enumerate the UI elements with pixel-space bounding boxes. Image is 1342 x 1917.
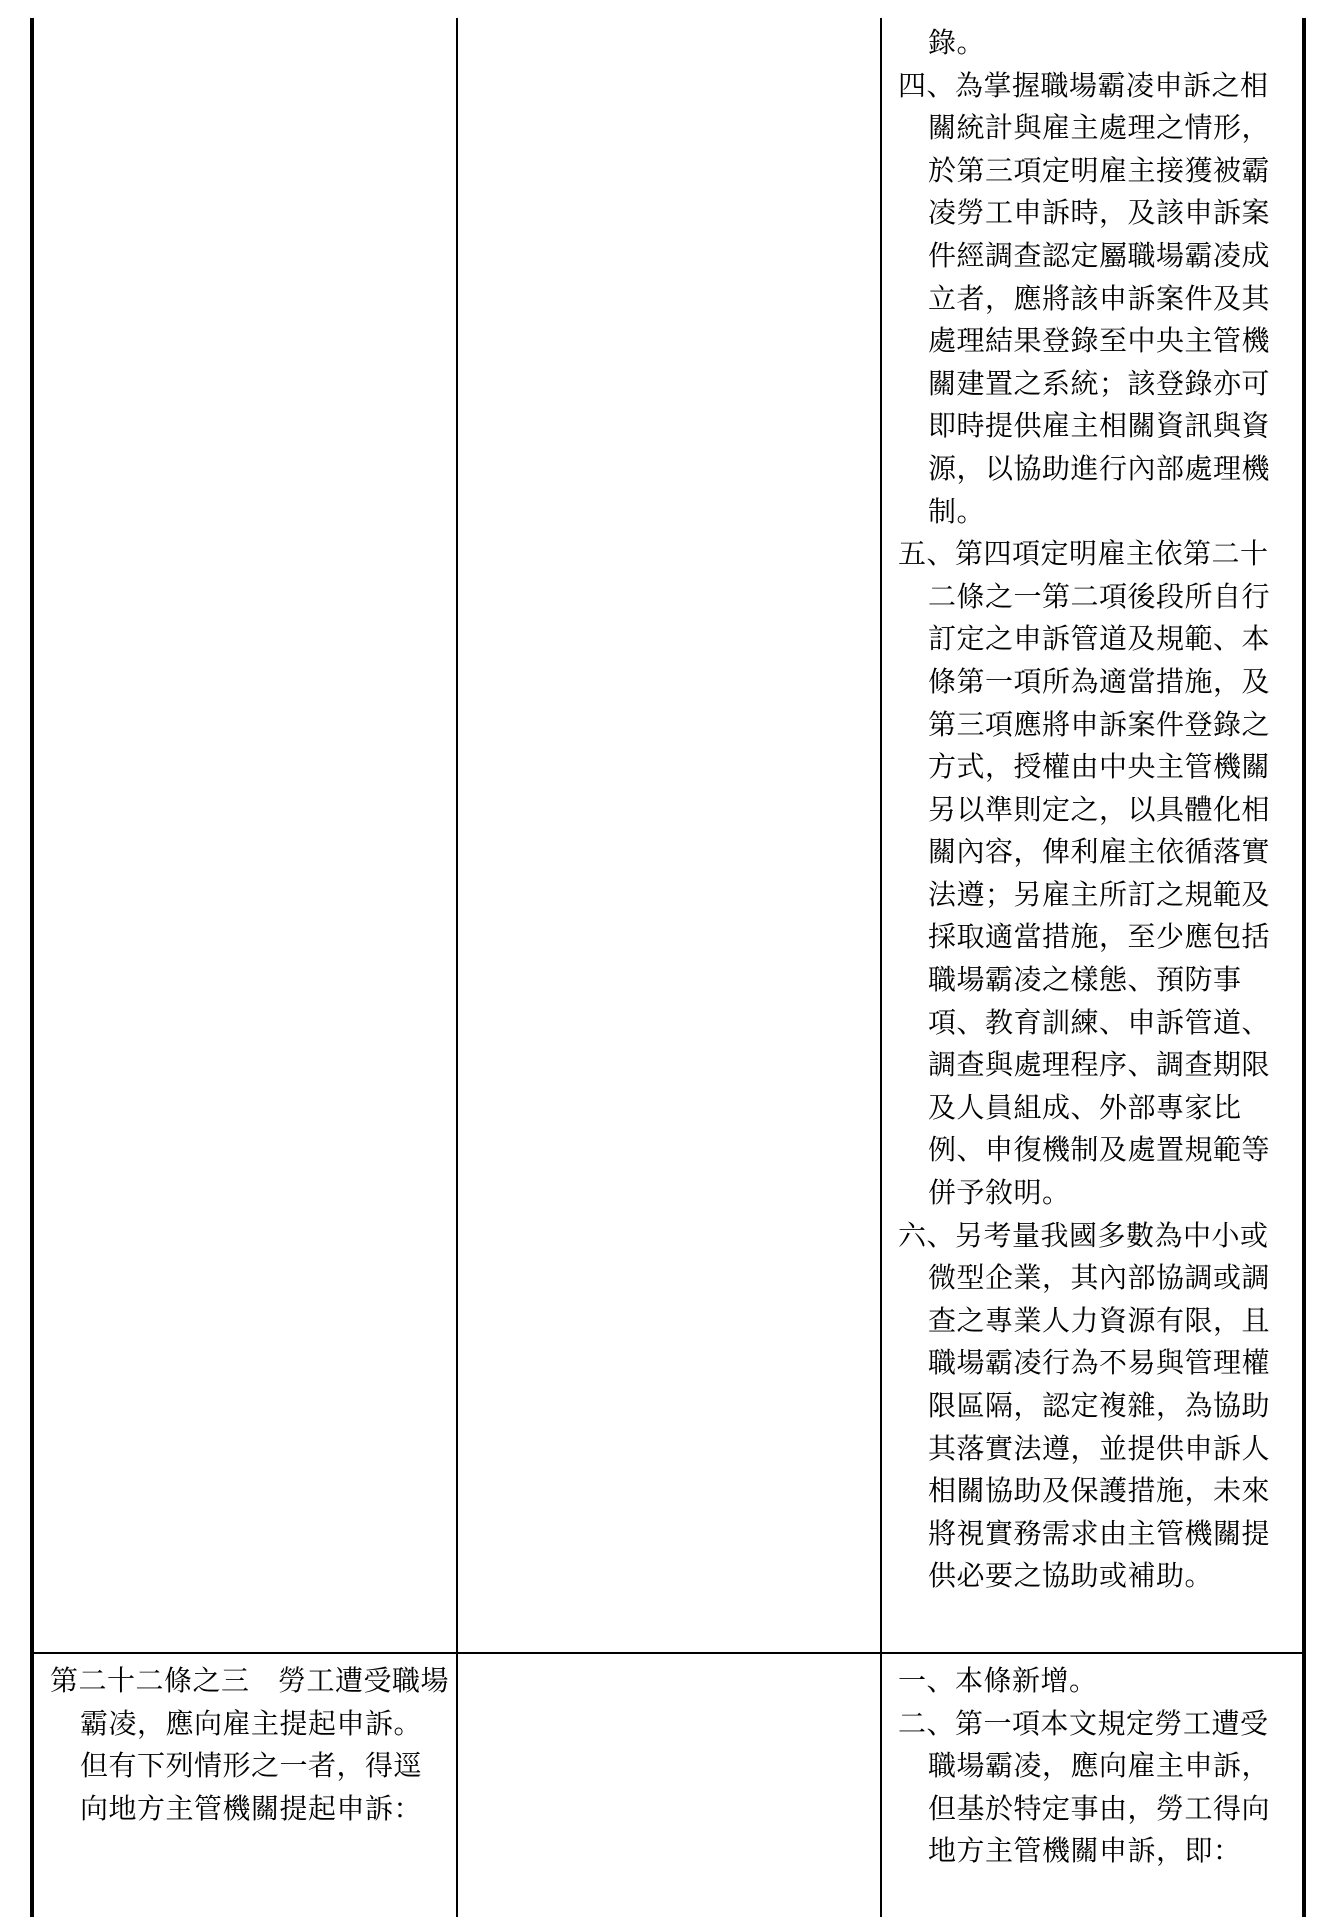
article-cell-bottom (50, 1660, 450, 1830)
reason-item-text: 為掌握職場霸凌申訴之相關統計與雇主處理之情形，於第三項定明雇主接獲被霸凌勞工申訴時，及該申訴案件經調查認定屬職場霸凌成立者，應將該申訴案件及其處理結果登錄至中央主管機關建置之系統；該登錄亦可即時提供雇主相關資訊與資源，以協助進行內部處理機制。 (928, 68, 1271, 528)
reason-item-label: 五、 (898, 537, 956, 571)
reason-item-2 (898, 1703, 1296, 1873)
reason-item-text: 另考量我國多數為中小或微型企業，其內部協調或調查之專業人力資源有限，且職場霸凌行為不易與管理權限區隔，認定複雜，為協助其落實法遵，並提供申訴人相關協助及保護措施，未來將視實務需求由主管機關提供必要之協助或補助。 (928, 1218, 1271, 1593)
reason-item-4 (898, 65, 1296, 534)
reason-item-text: 第一項本文規定勞工遭受職場霸凌，應向雇主申訴，但基於特定事由，勞工得向地方主管機關申訴，即： (928, 1706, 1271, 1868)
reason-item-label: 一、 (898, 1664, 956, 1697)
reason-item-6 (898, 1215, 1296, 1598)
reason-item-label: 四、 (898, 68, 956, 102)
explanation-cell-bottom (898, 1660, 1296, 1873)
reason-item-5 (898, 533, 1296, 1215)
article-22-3-text: 第二十二條之三 勞工遭受職場霸凌，應向雇主提起申訴。但有下列情形之一者，得逕向地方主管機關提起申訴： (50, 1664, 450, 1825)
explanation-cell-top (898, 22, 1296, 1598)
reason-continuation: 錄。 (928, 26, 986, 59)
reason-item-1 (898, 1660, 1296, 1703)
row-divider (30, 1652, 1306, 1654)
reason-item-label: 六、 (898, 1218, 956, 1252)
column-divider-1 (456, 18, 458, 1917)
reason-item-text: 本條新增。 (955, 1664, 1098, 1697)
table-right-border (1302, 18, 1306, 1917)
reason-item-text: 第四項定明雇主依第二十二條之一第二項後段所自行訂定之申訴管道及規範、本條第一項所為適當措施，及第三項應將申訴案件登錄之方式，授權由中央主管機關另以準則定之，以具體化相關內容，俾利雇主依循落實法遵；另雇主所訂之規範及採取適當措施，至少應包括職場霸凌之樣態、預防事項、教育訓練、申訴管道、調查與處理程序、調查期限及人員組成、外部專家比例、申復機制及處置規範等併予敘明。 (928, 537, 1271, 1210)
reason-item-label: 二、 (898, 1706, 956, 1740)
column-divider-2 (880, 18, 882, 1917)
table-left-border (30, 18, 34, 1917)
